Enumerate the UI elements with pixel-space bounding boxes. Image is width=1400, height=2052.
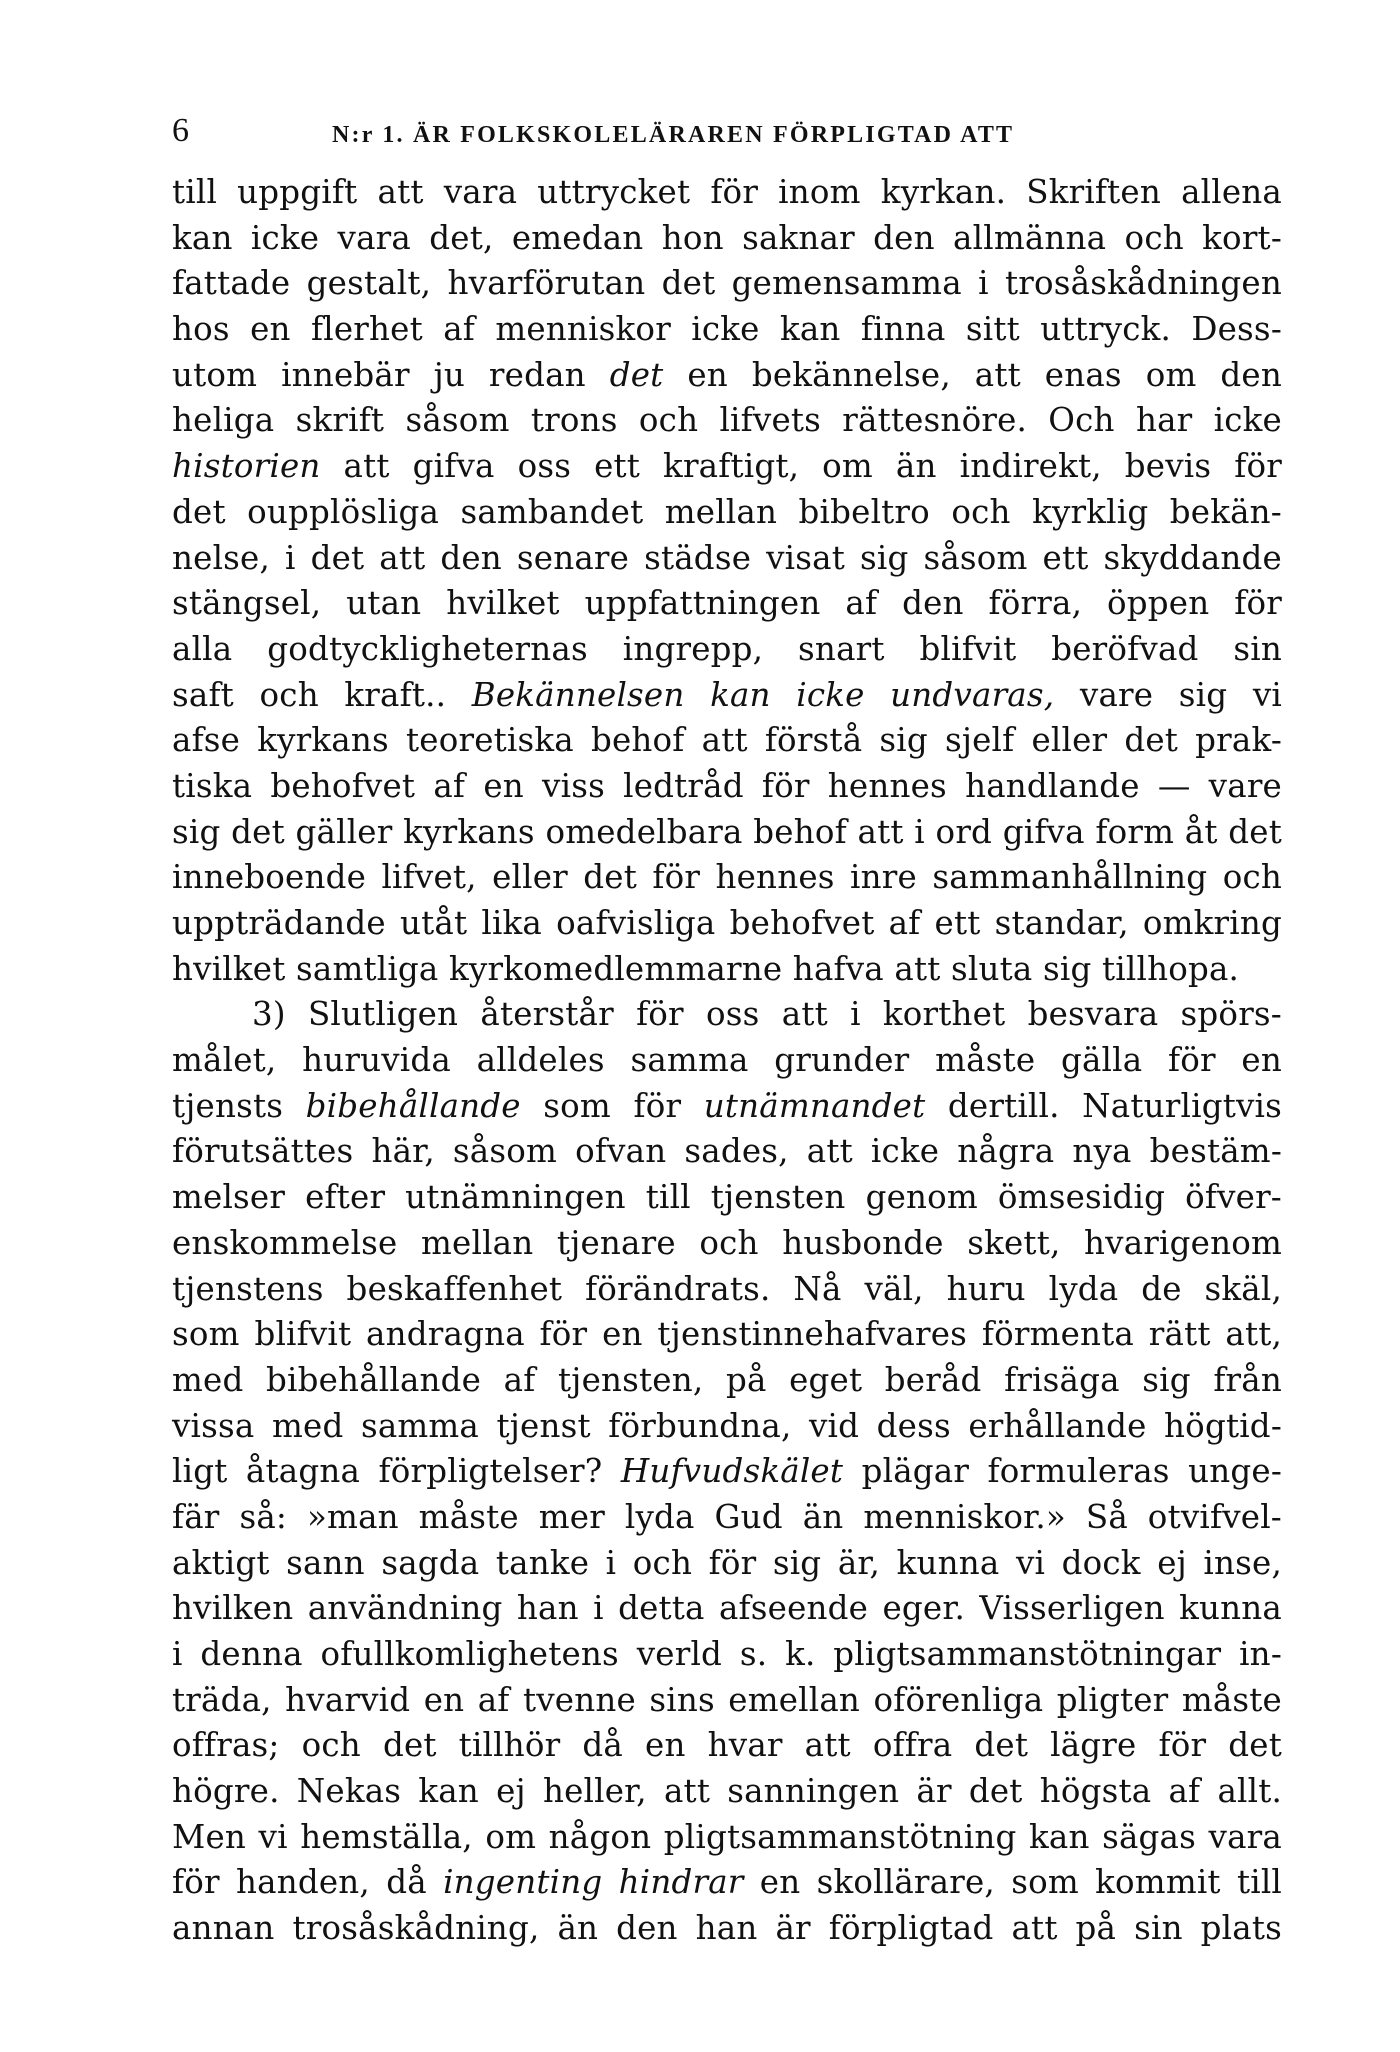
text-line: träda, hvarvid en af tvenne sins emellan oförenliga pligter måste — [172, 1680, 1282, 1719]
emphasis-text: ingenting hindrar — [443, 1863, 744, 1902]
text-line: inneboende lifvet, eller det för hennes inre sammanhållning och — [172, 858, 1282, 897]
text-segment: vare sig vi — [1054, 675, 1282, 714]
text-line: vissa med samma tjenst förbundna, vid dess erhållande högtid- — [172, 1406, 1282, 1445]
text-line: högre. Nekas kan ej heller, att sanningen är det högsta af allt. — [172, 1772, 1282, 1811]
text-line: 3) Slutligen återstår för oss att i korthet besvara spörs- — [252, 995, 1282, 1034]
text-segment: saft och kraft.. — [172, 675, 472, 714]
emphasis-text: Bekännelsen kan icke undvaras, — [471, 675, 1055, 714]
text-line: hvilket samtliga kyrkomedlemmarne hafva att sluta sig tillhopa. — [172, 949, 1240, 988]
text-line: förutsättes här, såsom ofvan sades, att icke några nya bestäm- — [172, 1132, 1282, 1171]
text-line — [172, 673, 1282, 719]
emphasis-text: Hufvudskälet — [620, 1452, 844, 1491]
text-line: offras; och det tillhör då en hvar att offra det lägre för det — [172, 1726, 1282, 1765]
text-segment: en skollärare, som kommit till — [743, 1863, 1283, 1902]
text-segment: för handen, då — [172, 1863, 444, 1902]
text-line: annan trosåskådning, än den han är förpligtad att på sin plats — [172, 1909, 1282, 1948]
text-line — [172, 353, 1282, 399]
text-segment: plägar formuleras unge- — [843, 1452, 1282, 1491]
running-title: N:r 1. ÄR FOLKSKOLELÄRAREN FÖRPLIGTAD ATT — [332, 122, 1015, 148]
text-line: tjenstens beskaffenhet förändrats. Nå väl, huru lyda de skäl, — [172, 1269, 1282, 1308]
text-line: aktigt sann sagda tanke i och för sig är, kunna vi dock ej inse, — [172, 1543, 1282, 1582]
text-line — [172, 444, 1282, 490]
text-segment: att gifva oss ett kraftigt, om än indirekt, bevis för — [320, 447, 1282, 486]
text-segment: tjensts — [172, 1086, 306, 1125]
text-line — [172, 1860, 1282, 1906]
emphasis-text: bibehållande — [305, 1086, 521, 1125]
text-line: fattade gestalt, hvarförutan det gemensamma i trosåskådningen — [172, 264, 1282, 303]
text-line: till uppgift att vara uttrycket för inom kyrkan. Skriften allena — [172, 173, 1282, 211]
text-line: alla godtyckligheternas ingrepp, snart blifvit beröfvad sin — [172, 629, 1282, 668]
text-line: kan icke vara det, emedan hon saknar den allmänna och kort- — [172, 218, 1282, 257]
text-line: Men vi hemställa, om någon pligtsammanstötning kan sägas vara — [172, 1817, 1282, 1856]
text-segment: som för — [520, 1086, 704, 1125]
text-segment: utom innebär ju redan — [172, 355, 610, 394]
text-line: fär så: »man måste mer lyda Gud än menniskor.» Så otvifvel- — [172, 1497, 1282, 1536]
body-text — [172, 170, 1282, 1952]
text-line: afse kyrkans teoretiska behof att förstå sig sjelf eller det prak- — [172, 721, 1282, 760]
text-line: stängsel, utan hvilket uppfattningen af den förra, öppen för — [172, 584, 1282, 623]
page-number: 6 — [172, 112, 189, 149]
text-segment: dertill. Naturligtvis — [925, 1086, 1282, 1125]
text-line: tiska behofvet af en viss ledtråd för hennes handlande — vare — [172, 766, 1282, 805]
text-line: heliga skrift såsom trons och lifvets rättesnöre. Och har icke — [172, 401, 1282, 440]
text-line: med bibehållande af tjensten, på eget beråd frisäga sig från — [172, 1360, 1282, 1399]
text-segment: en bekännelse, att enas om den — [663, 355, 1282, 394]
text-line: sig det gäller kyrkans omedelbara behof att i ord gifva form åt det — [172, 812, 1282, 851]
emphasis-text: historien — [172, 447, 321, 486]
text-line — [172, 1084, 1282, 1130]
text-line: i denna ofullkomlighetens verld s. k. pligtsammanstötningar in- — [172, 1635, 1282, 1673]
text-line: hvilken användning han i detta afseende eger. Visserligen kunna — [172, 1589, 1282, 1628]
text-line: uppträdande utåt lika oafvisliga behofvet af ett standar, omkring — [172, 904, 1282, 942]
text-line: enskommelse mellan tjenare och husbonde skett, hvarigenom — [172, 1223, 1282, 1262]
text-line: som blifvit andragna för en tjenstinnehafvares förmenta rätt att, — [172, 1315, 1282, 1354]
emphasis-text: det — [609, 355, 664, 394]
text-line: nelse, i det att den senare städse visat sig såsom ett skyddande — [172, 538, 1282, 577]
text-line — [172, 1449, 1282, 1495]
text-segment: ligt åtagna förpligtelser? — [172, 1452, 621, 1491]
text-line: målet, huruvida alldeles samma grunder måste gälla för en — [172, 1041, 1282, 1080]
text-line: det oupplösliga sambandet mellan bibeltro och kyrklig bekän- — [172, 492, 1282, 531]
text-line: melser efter utnämningen till tjensten genom ömsesidig öfver- — [172, 1178, 1282, 1217]
emphasis-text: utnämnandet — [703, 1086, 926, 1125]
text-line: hos en flerhet af menniskor icke kan finna sitt uttryck. Dess- — [172, 310, 1282, 349]
